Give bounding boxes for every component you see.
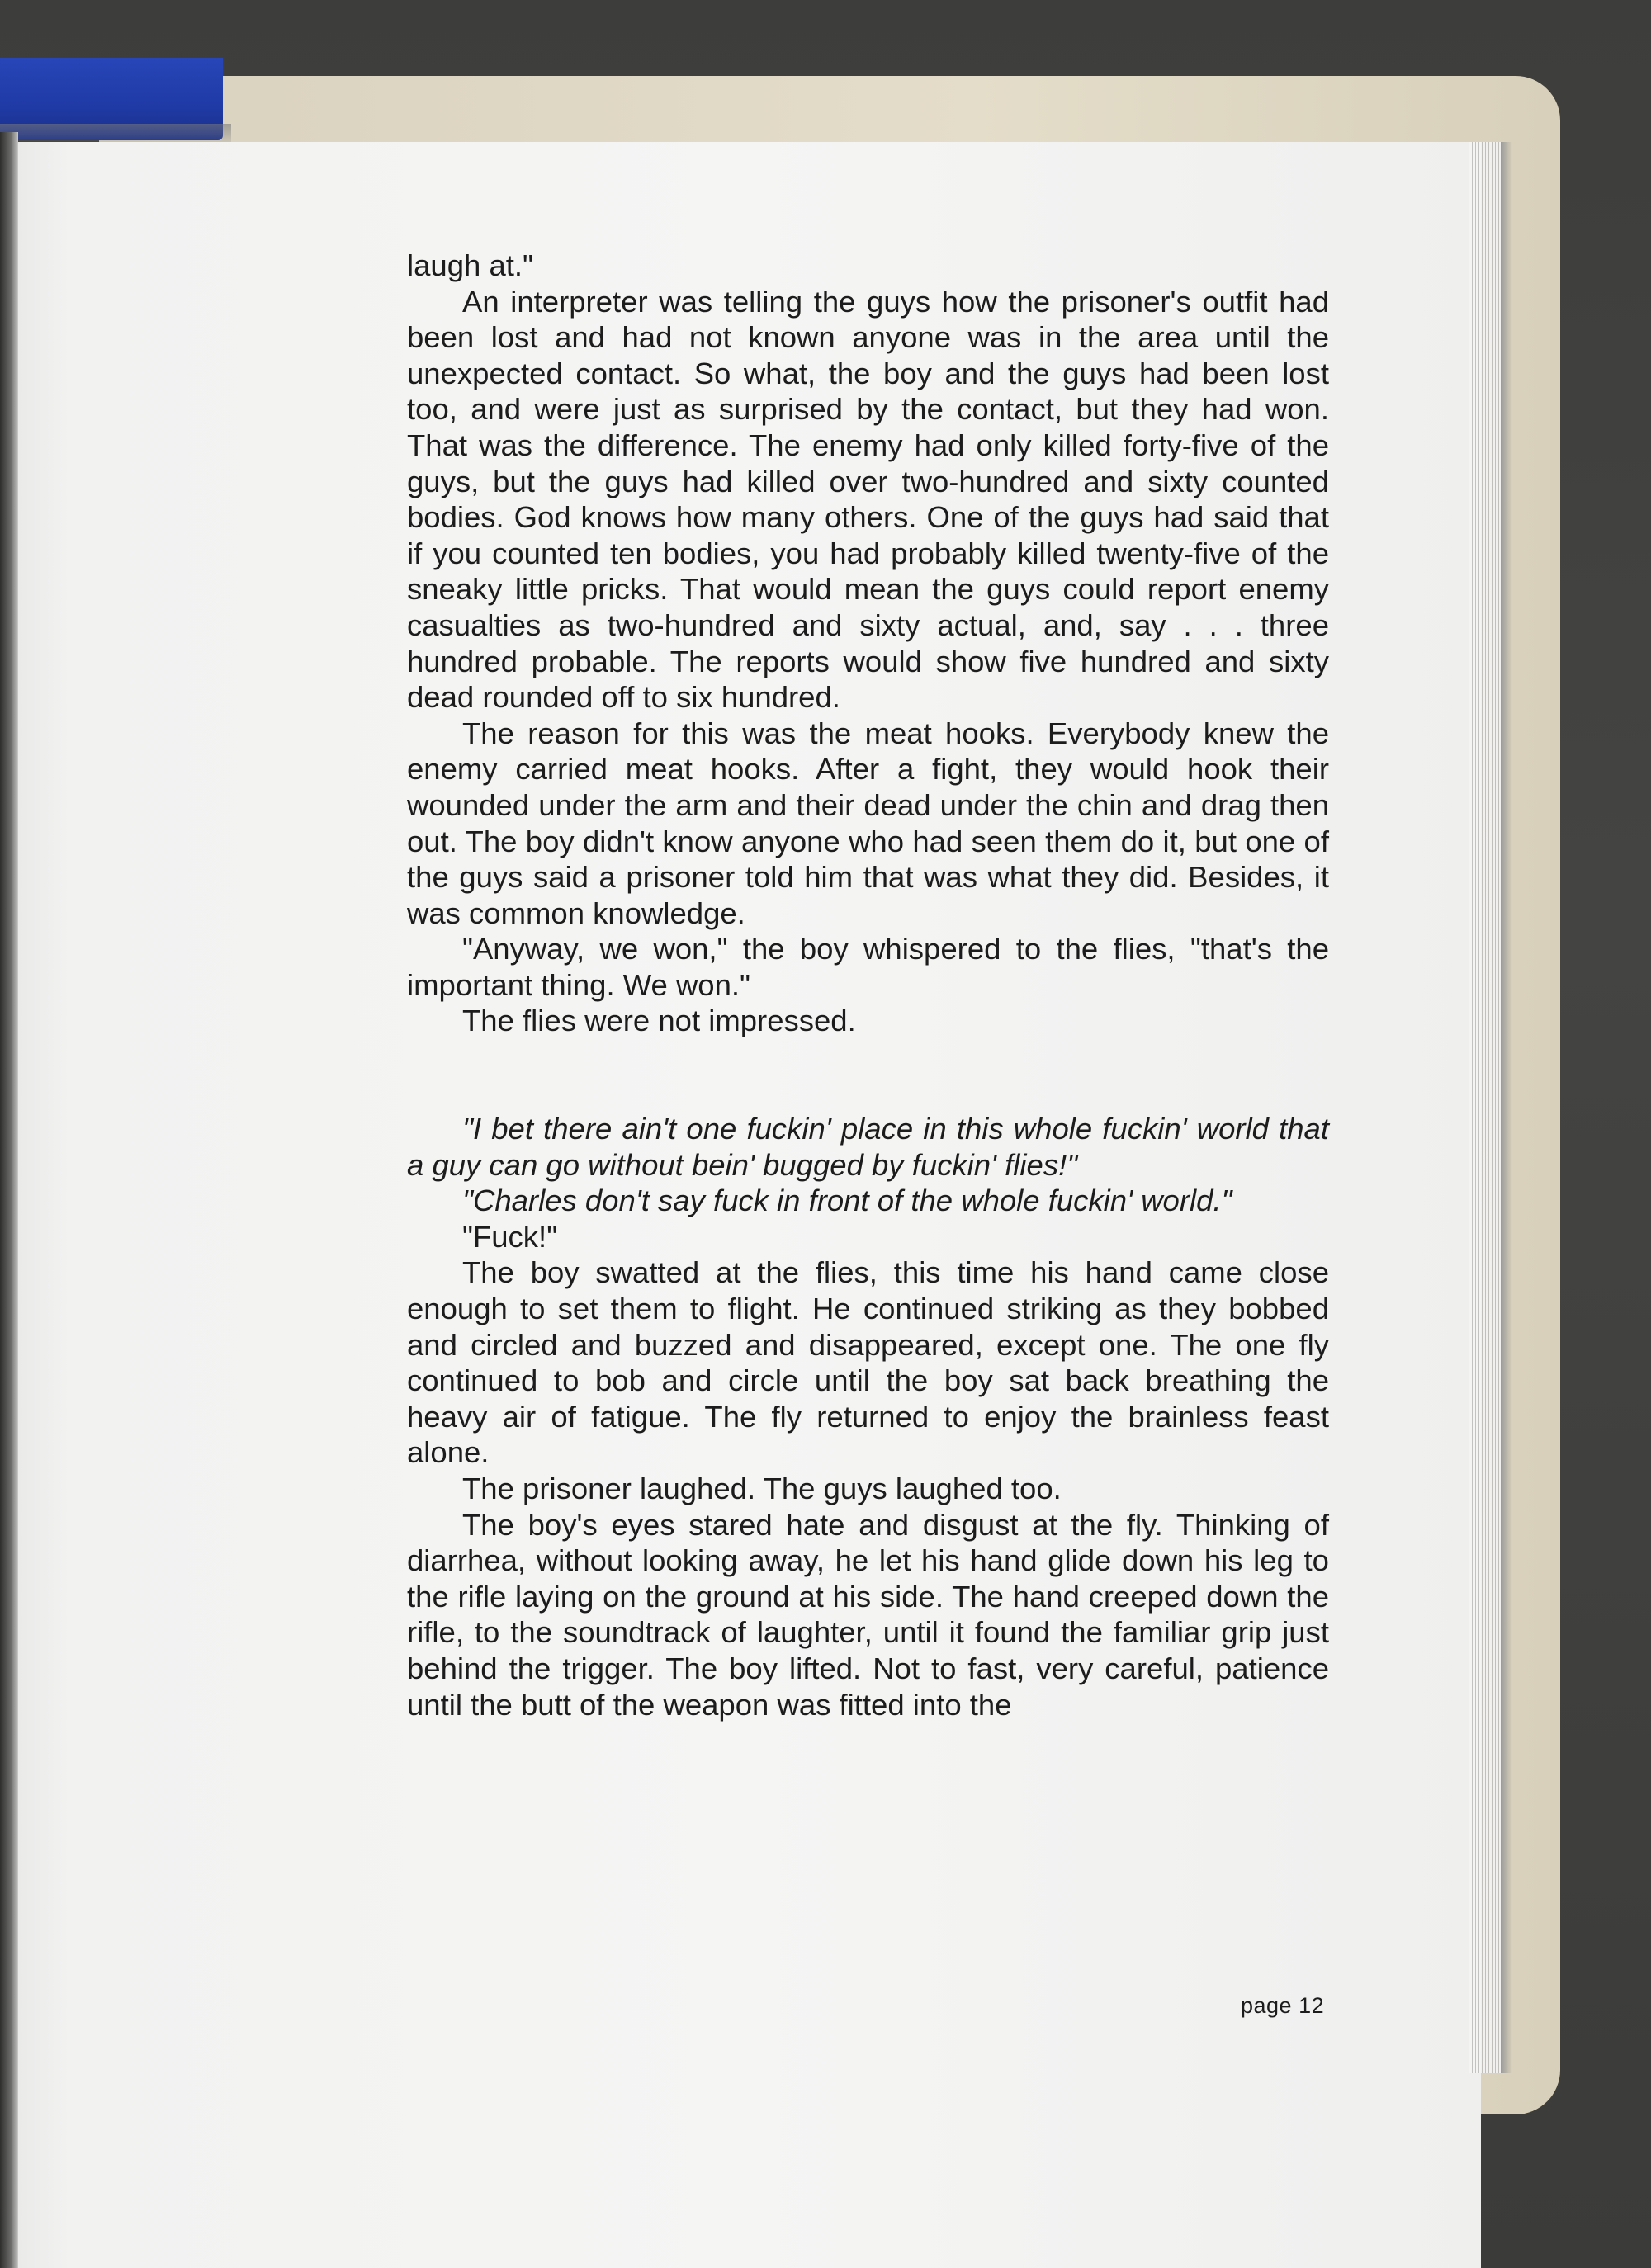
paragraph: laugh at." (407, 248, 533, 282)
italic-paragraph: "I bet there ain't one fuckin' place in this whole fuckin' world that a guy can go without bein' bugged by fuckin' flies!" (407, 1112, 1329, 1182)
page-stack-shadow (1501, 142, 1512, 2073)
italic-paragraph: "Charles don't say fuck in front of the whole fuckin' world." (462, 1184, 1232, 1218)
page-curl-edge (0, 132, 18, 2268)
paragraph: The reason for this was the meat hooks. Everybody knew the enemy carried meat hooks. After a fight, they would hook their wounded under the arm and their dead under the chin and drag then out. The boy didn't know anyone who had seen them do it, but one of the guys said a prisoner told him that was what they did. Besides, it was common knowledge. (407, 716, 1329, 930)
paragraph: The boy's eyes stared hate and disgust at the fly. Thinking of diarrhea, without looking away, he let his hand glide down his leg to the rifle laying on the ground at his side. The hand creeped down the rifle, to the soundtrack of laughter, until it found the familiar grip just behind the trigger. The boy lifted. Not to fast, very careful, patience until the butt of the weapon was fitted into the (407, 1507, 1329, 1722)
paragraph: The flies were not impressed. (462, 1004, 856, 1038)
paragraph: An interpreter was telling the guys how the prisoner's outfit had been lost and had not known anyone was in the area until the unexpected contact. So what, the boy and the guys had been lost too, and were just as surprised by the contact, but they had won. That was the difference. The enemy had only killed forty-five of the guys, but the guys had killed over two-hundred and sixty counted bodies. God knows how many others. One of the guys had said that if you counted ten bodies, you had probably killed twenty-five of the sneaky little pricks. That would mean the guys could report enemy casualties as two-hundred and sixty actual, and, say . . . three hundred probable. The reports would show five hundred and sixty dead rounded off to six hundred. (407, 284, 1329, 715)
page-text (407, 248, 1329, 1722)
page-number: page 12 (1241, 1993, 1325, 2018)
page-stack-edge (1469, 142, 1501, 2073)
paragraph: "Anyway, we won," the boy whispered to the flies, "that's the important thing. We won." (407, 932, 1329, 1002)
paragraph: The boy swatted at the flies, this time his hand came close enough to set them to flight. He continued striking as they bobbed and circled and buzzed and disappeared, except one. The one fly continued to bob and circle until the boy sat back breathing the heavy air of fatigue. The fly returned to enjoy the brainless feast alone. (407, 1255, 1329, 1470)
paragraph: The prisoner laughed. The guys laughed too. (462, 1472, 1062, 1505)
section-break (407, 1039, 1329, 1111)
paragraph: "Fuck!" (462, 1219, 558, 1254)
